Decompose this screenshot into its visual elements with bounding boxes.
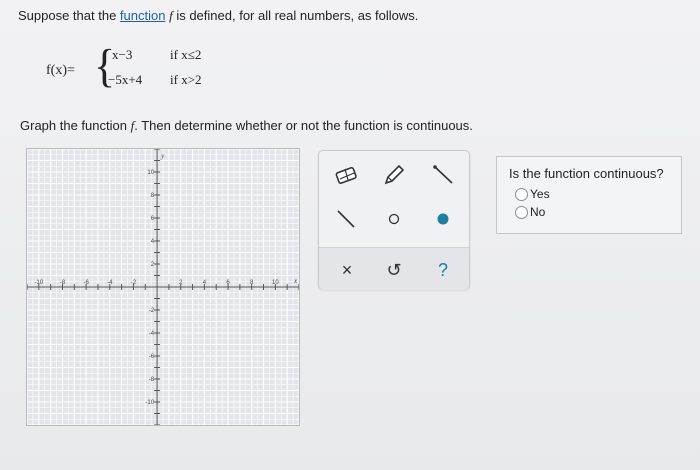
pencil-icon[interactable] bbox=[376, 157, 412, 193]
eraser-icon[interactable] bbox=[328, 157, 364, 193]
x-tick-label: -6 bbox=[83, 280, 89, 286]
instruction-text bbox=[20, 118, 473, 134]
function-name: f bbox=[169, 8, 173, 23]
y-axis-label: y bbox=[161, 152, 165, 160]
y-tick-label: 4 bbox=[150, 239, 155, 245]
instruction-pre: Graph the function bbox=[20, 118, 131, 133]
x-tick-label: -4 bbox=[107, 280, 113, 286]
help-button[interactable]: ? bbox=[437, 259, 448, 280]
x-axis-label: x bbox=[294, 277, 298, 285]
x-tick-label: 2 bbox=[179, 280, 183, 286]
y-tick-label: -10 bbox=[145, 400, 155, 406]
option-no-label: No bbox=[530, 205, 546, 219]
x-tick-label: -2 bbox=[130, 280, 137, 286]
question-title: Is the function continuous? bbox=[509, 166, 664, 181]
x-tick-label: 4 bbox=[202, 280, 207, 286]
function-link[interactable]: function bbox=[119, 8, 166, 23]
case-1-condition: if x≤2 bbox=[170, 47, 202, 62]
y-tick-label: -6 bbox=[148, 354, 155, 360]
segment-icon[interactable] bbox=[328, 201, 364, 237]
y-tick-label: 8 bbox=[150, 193, 155, 199]
y-tick-label: 6 bbox=[150, 216, 155, 222]
problem-text-pre: Suppose that the bbox=[18, 8, 120, 23]
option-yes-label: Yes bbox=[530, 187, 550, 201]
tool-action-bar bbox=[319, 247, 469, 290]
case-2-condition: if x>2 bbox=[170, 72, 202, 87]
x-tick-label: 10 bbox=[272, 280, 279, 286]
y-tick-label: 10 bbox=[147, 170, 155, 176]
piecewise-brace: { bbox=[94, 40, 116, 93]
option-no[interactable] bbox=[515, 205, 545, 219]
undo-button[interactable]: ↺ bbox=[386, 259, 402, 280]
y-tick-label: -4 bbox=[148, 331, 155, 337]
x-tick-label: -8 bbox=[59, 280, 66, 286]
ray-icon[interactable] bbox=[425, 157, 461, 193]
piecewise-lhs: f(x)= bbox=[46, 63, 75, 78]
graph-area[interactable] bbox=[26, 148, 300, 426]
y-tick-label: -2 bbox=[148, 308, 155, 314]
y-tick-label: -8 bbox=[148, 377, 155, 383]
graph-tools-panel bbox=[318, 150, 470, 290]
x-tick-label: -10 bbox=[34, 280, 44, 286]
instruction-post: . Then determine whether or not the function is continuous. bbox=[134, 118, 473, 133]
x-tick-label: 8 bbox=[250, 280, 254, 286]
radio-no[interactable] bbox=[515, 206, 528, 219]
radio-yes[interactable] bbox=[515, 188, 528, 201]
clear-button[interactable]: × bbox=[341, 259, 353, 280]
option-yes[interactable] bbox=[515, 187, 550, 201]
continuity-question bbox=[496, 156, 682, 234]
y-tick-label: 2 bbox=[150, 262, 155, 268]
problem-statement bbox=[18, 8, 418, 24]
x-tick-label: 6 bbox=[226, 280, 230, 286]
case-1-expression: x−3 bbox=[112, 47, 133, 62]
open-circle-icon[interactable] bbox=[376, 201, 412, 237]
instruction-function-name: f bbox=[130, 118, 135, 133]
problem-text-post: is defined, for all real numbers, as follows. bbox=[172, 8, 419, 23]
case-2-expression: −5x+4 bbox=[108, 72, 143, 87]
closed-circle-icon[interactable] bbox=[425, 201, 461, 237]
coordinate-grid[interactable] bbox=[27, 149, 299, 425]
